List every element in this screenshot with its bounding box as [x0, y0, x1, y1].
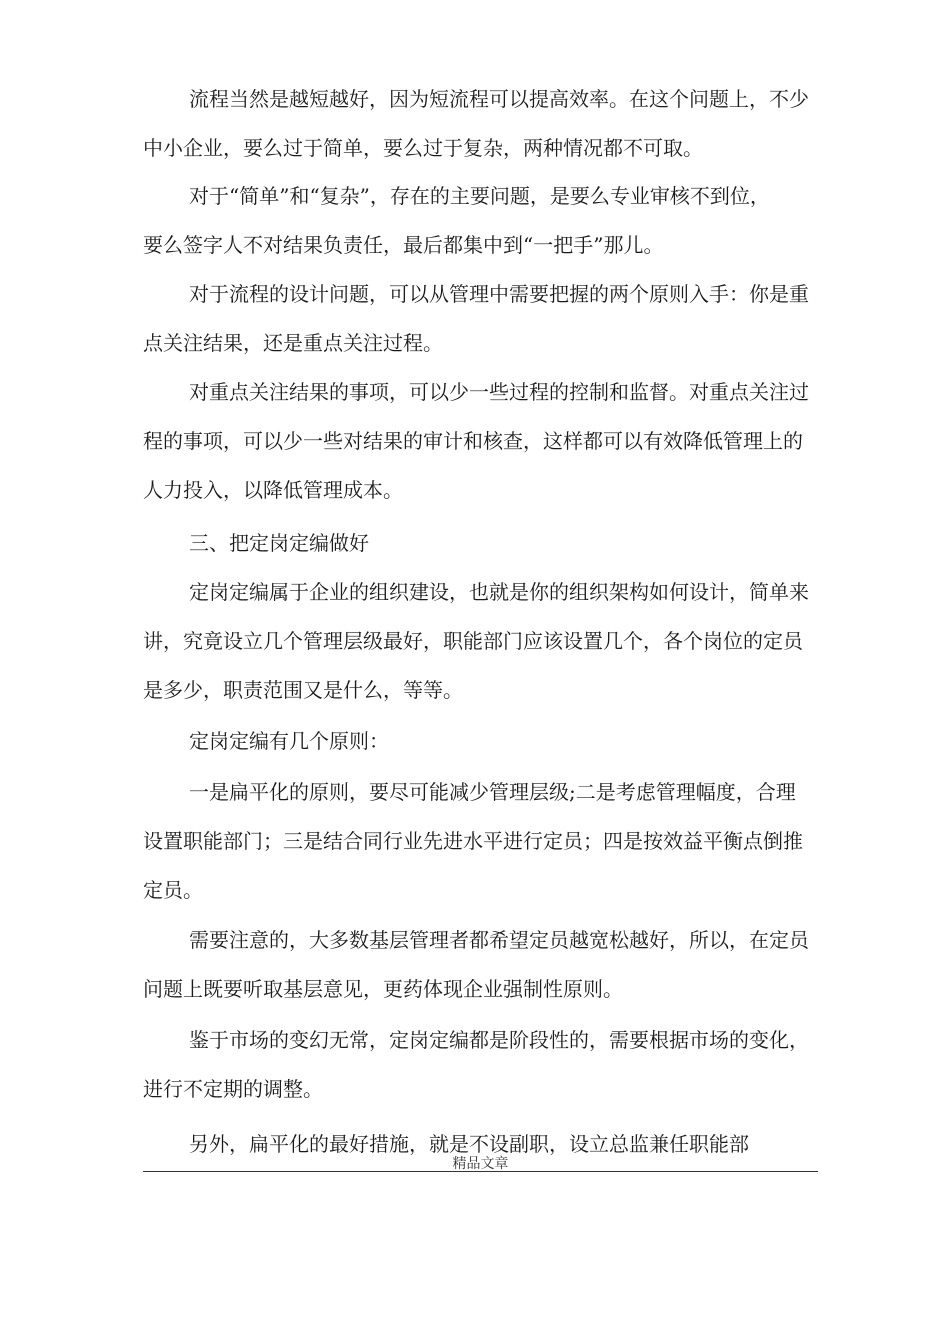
text-line: 流程当然是越短越好，因为短流程可以提高效率。在这个问题上，不少: [189, 87, 809, 111]
text-line: 中小企业，要么过于简单，要么过于复杂，两种情况都不可取。: [143, 136, 703, 160]
text-line: 对于流程的设计问题，可以从管理中需要把握的两个原则入手：你是重: [189, 282, 809, 306]
text-line: 另外，扁平化的最好措施，就是不设副职，设立总监兼任职能部: [189, 1132, 749, 1156]
footer-divider: [143, 1171, 818, 1172]
section-heading: 三、把定岗定编做好: [189, 531, 369, 555]
text-line: 对于“简单”和“复杂”，存在的主要问题，是要么专业审核不到位，: [189, 184, 770, 208]
text-line: 定岗定编有几个原则：: [189, 729, 389, 753]
text-line: 对重点关注结果的事项，可以少一些过程的控制和监督。对重点关注过: [189, 380, 809, 404]
text-line: 设置职能部门；三是结合同行业先进水平进行定员；四是按效益平衡点倒推: [143, 829, 803, 853]
text-line: 需要注意的，大多数基层管理者都希望定员越宽松越好，所以，在定员: [189, 928, 809, 952]
text-line: 问题上既要听取基层意见，更药体现企业强制性原则。: [143, 977, 623, 1001]
text-line: 鉴于市场的变幻无常，定岗定编都是阶段性的，需要根据市场的变化，: [189, 1028, 809, 1052]
text-line: 程的事项，可以少一些对结果的审计和核查，这样都可以有效降低管理上的: [143, 429, 803, 453]
text-line: 定员。: [143, 878, 203, 902]
text-line: 进行不定期的调整。: [143, 1077, 323, 1101]
text-line: 讲，究竟设立几个管理层级最好，职能部门应该设置几个，各个岗位的定员: [143, 629, 803, 653]
text-line: 是多少，职责范围又是什么，等等。: [143, 678, 463, 702]
text-line: 点关注结果，还是重点关注过程。: [143, 331, 443, 355]
text-line: 人力投入，以降低管理成本。: [143, 478, 403, 502]
text-line: 定岗定编属于企业的组织建设，也就是你的组织架构如何设计，简单来: [189, 580, 809, 604]
footer-label: 精品文章: [452, 1156, 509, 1172]
text-line: 要么签字人不对结果负责任，最后都集中到“一把手”那儿。: [143, 233, 664, 257]
text-line: 一是扁平化的原则，要尽可能减少管理层级;二是考虑管理幅度，合理: [189, 780, 796, 804]
